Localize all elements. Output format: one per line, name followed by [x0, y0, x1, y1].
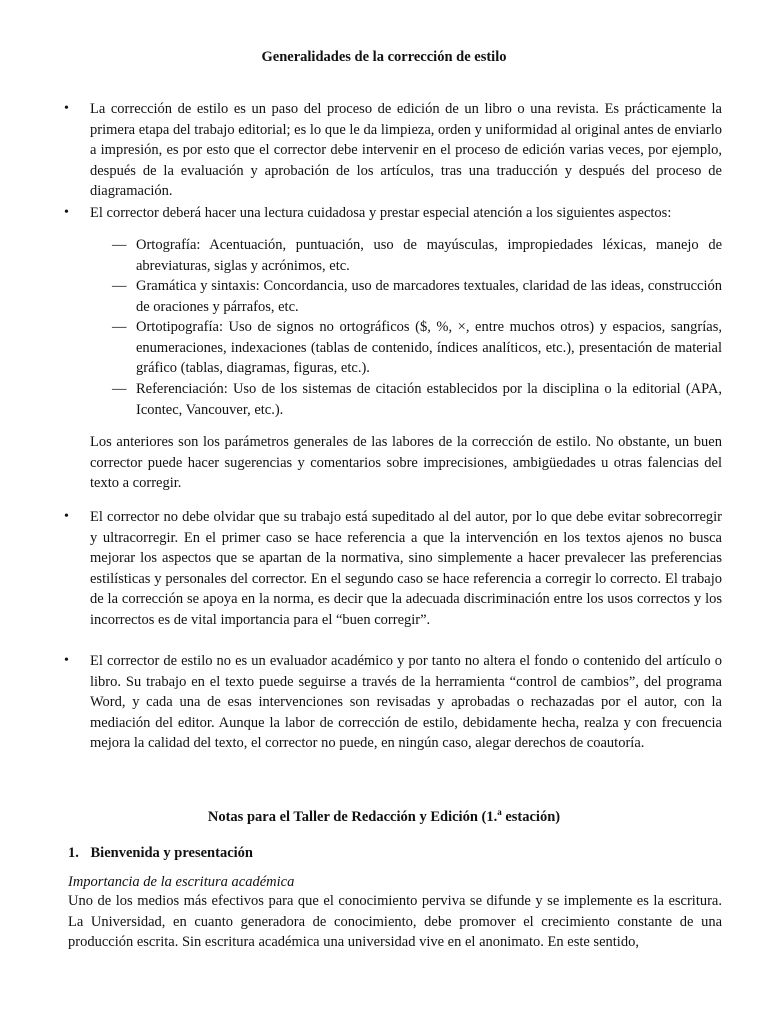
bullet-item	[64, 651, 722, 754]
aspect-text: Ortografía: Acentuación, puntuación, uso de mayúsculas, impropiedades léxicas, manejo de abreviaturas, siglas y acrónimos, etc.	[136, 237, 722, 274]
section-heading-text: Bienvenida y presentación	[90, 845, 253, 861]
document-title: Generalidades de la corrección de estilo	[261, 49, 507, 65]
subheading: Importancia de la escritura académica	[68, 874, 295, 890]
aspect-text: Ortotipografía: Uso de signos no ortográficos ($, %, ×, entre muchos otros) y espacios, sangrías, enumeraciones, indexaciones (tablas de contenido, índices analíticos, etc.), presentación de material gráfico (tablas, diagramas, figuras, etc.).	[136, 319, 722, 377]
bullet-text: El corrector de estilo no es un evaluador académico y por tanto no altera el fondo o contenido del artículo o libro. Su trabajo en el texto puede seguirse a través de la herramienta “control de cambios”, del programa Word, y cada una de esas intervenciones son revisadas y aprobadas o rechazadas por el autor, con la mediación del editor. Aunque la labor de corrección de estilo, debidamente hecha, realza y con frecuencia mejora la calidad del texto, el corrector no puede, en ningún caso, alegar derechos de coautoría.	[90, 653, 722, 752]
aspect-text: Gramática y sintaxis: Concordancia, uso de marcadores textuales, claridad de las ideas, construcción de oraciones y párrafos, etc.	[136, 278, 722, 315]
bullet-icon: •	[64, 653, 69, 668]
dash-icon: —	[112, 278, 127, 294]
aspect-item-gramatica	[112, 276, 722, 317]
final-paragraph: Uno de los medios más efectivos para que el conocimiento perviva se difunde y se implemente es la escritura. La Universidad, en cuanto generadora de conocimiento, debe promover el crecimiento constante de una producción escrita. Sin escritura académica una universidad vive en el anonimato. En este sentido,	[68, 893, 722, 951]
bullet-item	[64, 203, 722, 224]
bullet-icon: •	[64, 101, 69, 116]
bullet-item	[64, 507, 722, 631]
bullet-text: La corrección de estilo es un paso del proceso de edición de un libro o una revista. Es prácticamente la primera etapa del trabajo editorial; es lo que le da limpieza, orden y uniformidad al original antes de enviarlo a impresión, es por esto que el corrector debe intervenir en el proceso de edición varias veces, por ejemplo, después de la evaluación y aprobación de los artículos, tras una traducción y después del proceso de diagramación.	[90, 101, 722, 200]
bullet-icon: •	[64, 205, 69, 220]
params-paragraph: Los anteriores son los parámetros generales de las labores de la corrección de estilo. No obstante, un buen corrector puede hacer sugerencias y comentarios sobre imprecisiones, ambigüedades u otras falencias del texto a corregir.	[90, 434, 722, 492]
bullet-item	[64, 99, 722, 202]
dash-icon: —	[112, 237, 127, 253]
dash-icon: —	[112, 381, 127, 397]
bullet-text: El corrector no debe olvidar que su trabajo está supeditado al del autor, por lo que debe evitar sobrecorregir y ultracorregir. En el primer caso se hace referencia a que la intervención en los textos ajenos no busca mejorar los aspectos que se apartan de la normativa, sino simplemente a hacer prevalecer las preferencias estilísticas y personales del corrector. En el segundo caso se hace referencia a corregir lo correcto. El trabajo de la corrección se apoya en la norma, es decir que la adecuada discriminación entre los usos correctos y los incorrectos es de vital importancia para el “buen corregir”.	[90, 509, 722, 628]
bullet-text: El corrector deberá hacer una lectura cuidadosa y prestar especial atención a los siguientes aspectos:	[90, 205, 672, 221]
aspect-text: Referenciación: Uso de los sistemas de citación establecidos por la disciplina o la editorial (APA, Icontec, Vancouver, etc.).	[136, 381, 722, 418]
section-heading	[68, 843, 253, 864]
section-number: 1.	[68, 845, 79, 861]
dash-icon: —	[112, 319, 127, 335]
aspect-item-ortotipografia	[112, 317, 722, 379]
aspect-item-referenciacion	[112, 379, 722, 420]
section-title: Notas para el Taller de Redacción y Edición (1.$^a$ estación)	[207, 807, 561, 825]
aspect-item-ortografia	[112, 235, 722, 276]
bullet-icon: •	[64, 509, 69, 524]
